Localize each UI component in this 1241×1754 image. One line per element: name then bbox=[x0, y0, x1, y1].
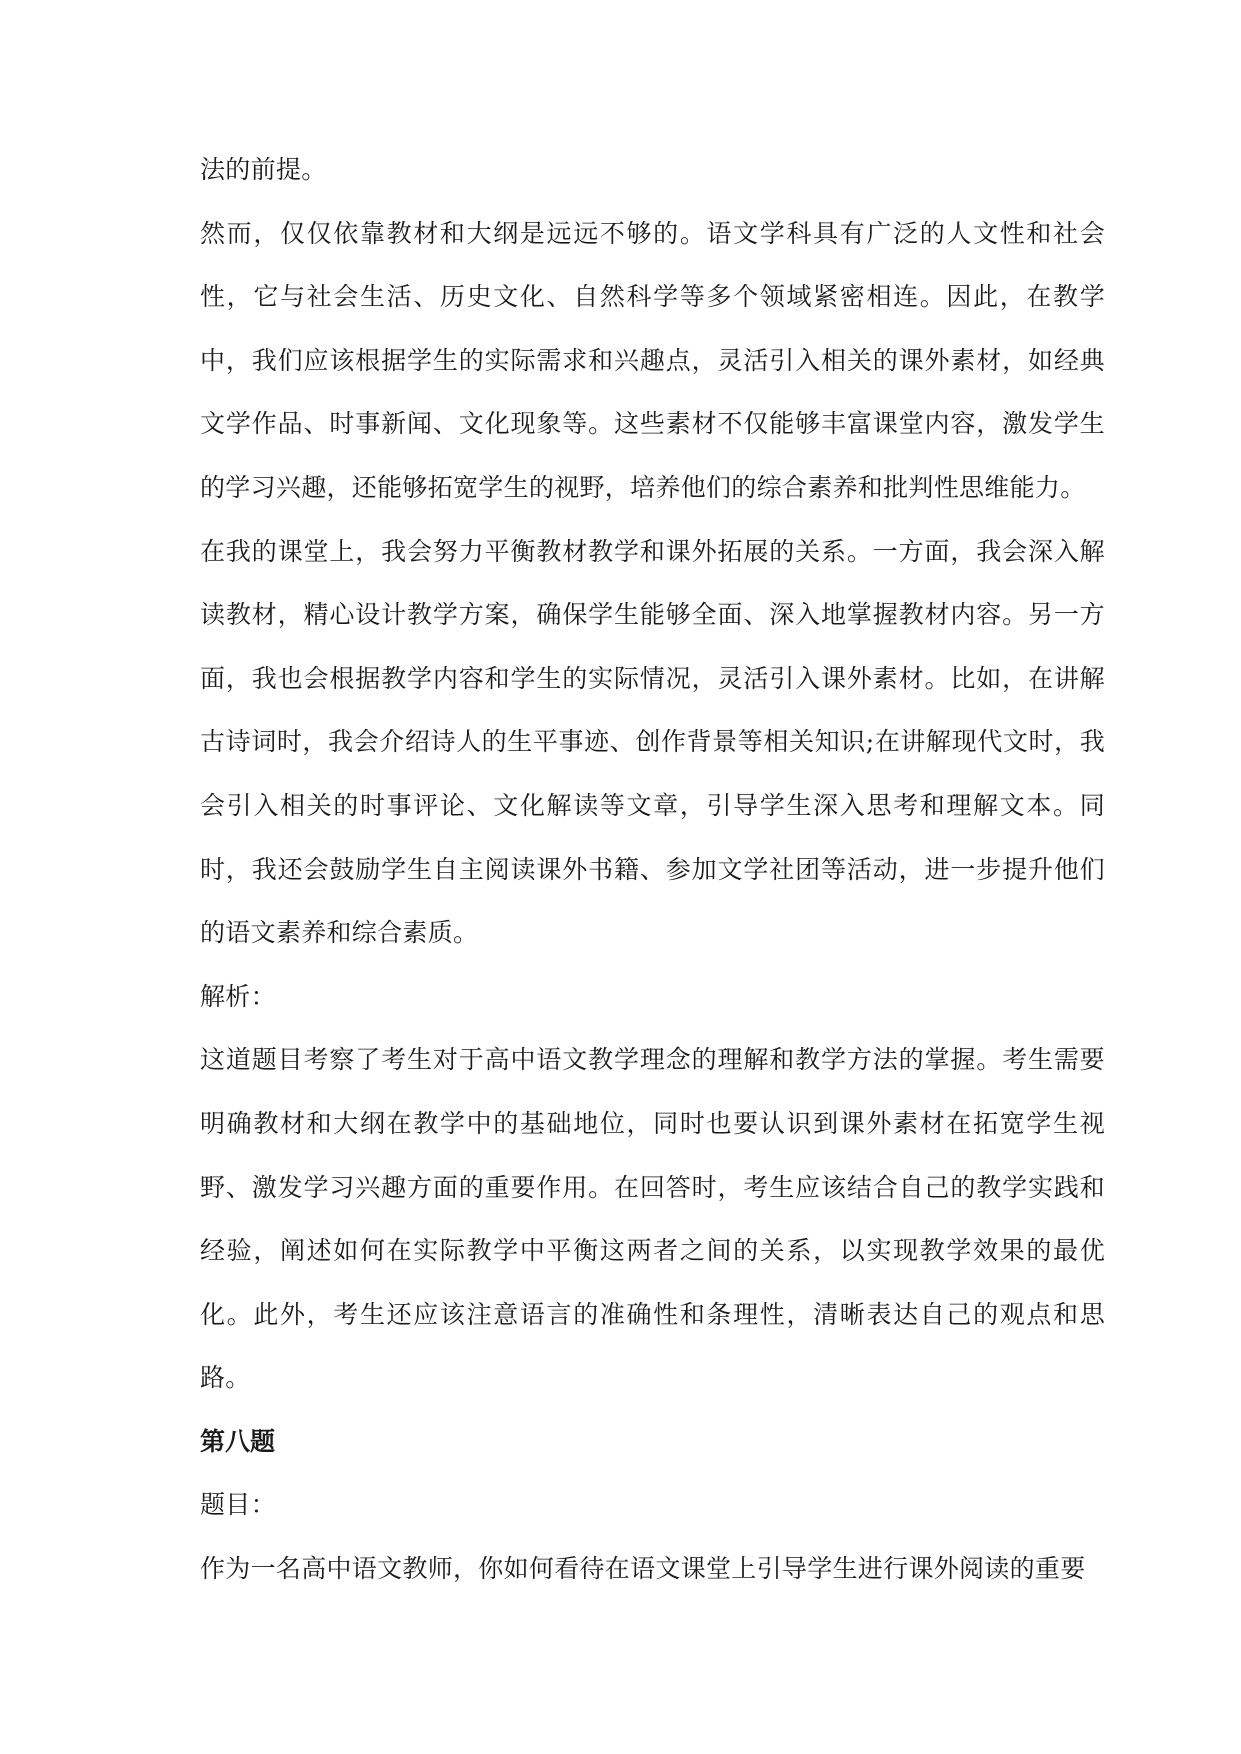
analysis-text: 这道题目考察了考生对于高中语文教学理念的理解和教学方法的掌握。考生需要明确教材和大纲在教学中的基础地位，同时也要认识到课外素材在拓宽学生视野、激发学习兴趣方面的重要作用。在回答时，考生应该结合自己的教学实践和经验，阐述如何在实际教学中平衡这两者之间的关系，以实现教学效果的最优化。此外，考生还应该注意语言的准确性和条理性，清晰表达自己的观点和思路。 bbox=[200, 1045, 1105, 1393]
paragraph-continuation: 法的前提。 bbox=[200, 155, 327, 184]
paragraph-classroom-balance: 在我的课堂上，我会努力平衡教材教学和课外拓展的关系。一方面，我会深入解读教材，精心设计教学方案，确保学生能够全面、深入地掌握教材内容。另一方面，我也会根据教学内容和学生的实际情况，灵活引入课外素材。比如，在讲解古诗词时，我会介绍诗人的生平事迹、创作背景等相关知识;在讲解现代文时，我会引入相关的时事评论、文化解读等文章，引导学生深入思考和理解文本。同时，我还会鼓励学生自主阅读课外书籍、参加文学社团等活动，进一步提升他们的语文素养和综合素质。 bbox=[200, 536, 1105, 948]
paragraph-extracurricular-materials: 然而，仅仅依靠教材和大纲是远远不够的。语文学科具有广泛的人文性和社会性，它与社会生活、历史文化、自然科学等多个领域紧密相连。因此，在教学中，我们应该根据学生的实际需求和兴趣点，灵活引入相关的课外素材，如经典文学作品、时事新闻、文化现象等。这些素材不仅能够丰富课堂内容，激发学生的学习兴趣，还能够拓宽学生的视野，培养他们的综合素养和批判性思维能力。 bbox=[200, 218, 1105, 502]
section-heading: 第八题 bbox=[200, 1426, 276, 1456]
analysis-label: 解析： bbox=[200, 981, 276, 1011]
question-text: 作为一名高中语文教师，你如何看待在语文课堂上引导学生进行课外阅读的重要 bbox=[200, 1554, 1086, 1584]
document-body bbox=[200, 138, 1105, 1601]
question-label: 题目： bbox=[200, 1490, 276, 1520]
